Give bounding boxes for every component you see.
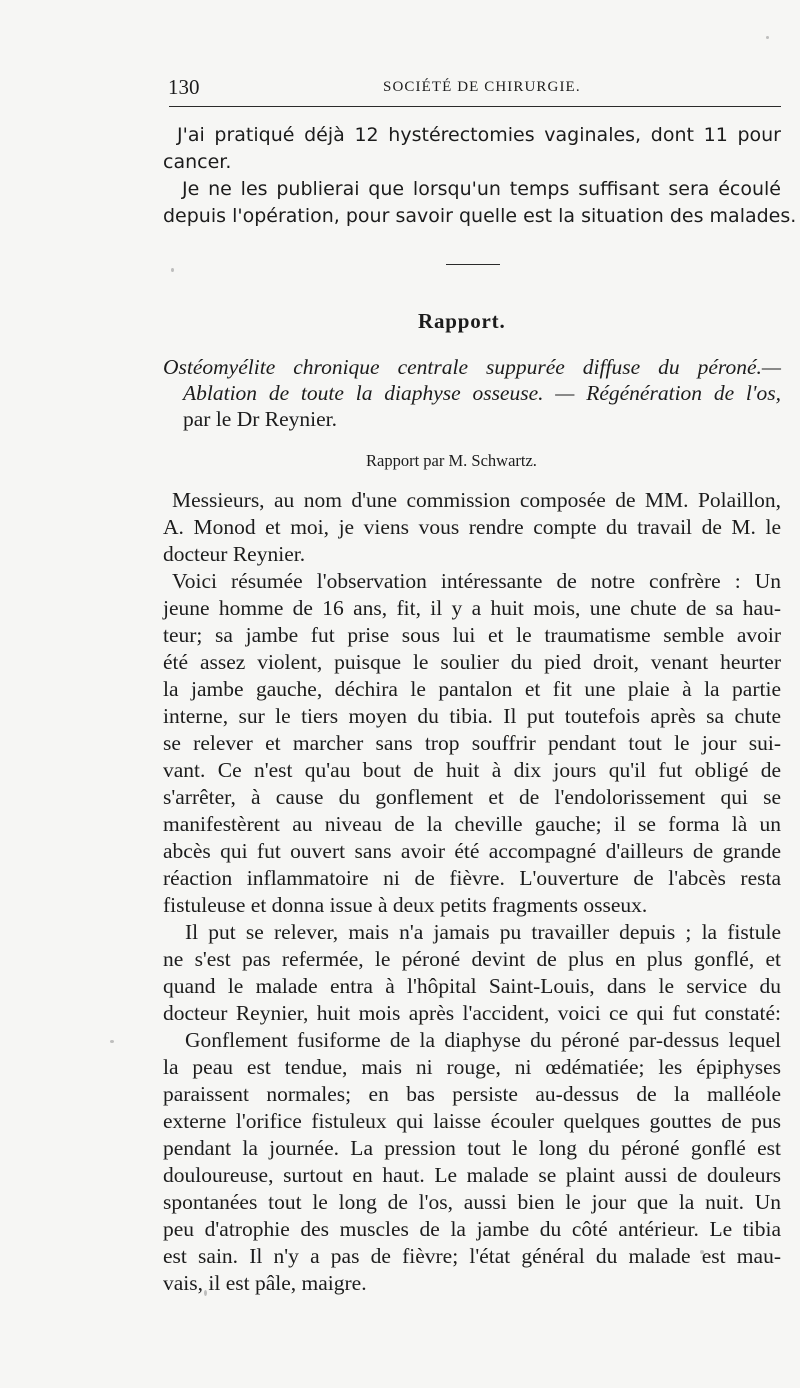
section-divider [446, 264, 500, 265]
scan-speck [110, 1040, 114, 1043]
section-title: Rapport. [418, 309, 506, 333]
scan-speck [766, 36, 769, 39]
scan-speck [171, 268, 174, 272]
book-page: 130 SOCIÉTÉ DE CHIRURGIE. J'ai pratiqué déjà 12 hystérectomies vaginales, dont 11 pour cancer. Je ne les publierai que lorsqu'un temps suffisant sera écoulé depuis l'opération, pour savoir quelle est la situation des malades. Rapport. Ostéomyélite chronique centrale suppurée diffuse du péroné.— Ablation de toute la diaphyse osseuse. — Régénération de l'os, par le Dr Reynier. Rapport par M. Schwartz. Messieurs, au nom d'une commission composée de MM. Polaillon, A. Monod et moi, je viens vous rendre compte du travail de M. le docteur Reynier. Voici résumée l'observation intéressante de notre confrère : Un jeune homme de 16 ans, fit, il y a huit mois, une chute de sa hau- teur; sa jambe fut prise sous lui et le traumatisme semble avoir été assez violent, puisque le soulier du pied droit, venant heurter la jambe gauche, déchira le pantalon et fit une plaie à la partie interne, sur le tiers moyen du tibia. Il put toutefois après sa chute se relever et marcher sans trop souffrir pendant tout le jour sui- vant. Ce n'est qu'au bout de huit à dix jours qu'il fut obligé de s'arrêter, à cause du gonflement et de l'endolorissement qui se manifestèrent au niveau de la cheville gauche; il se forma là un abcès qui fut ouvert sans avoir été accompagné d'ailleurs de grande réaction inflammatoire ni de fièvre. L'ouverture de l'abcès resta fistuleuse et donna issue à deux petits fragments osseux. Il put se relever, mais n'a jamais pu travailler depuis ; la fistule ne s'est pas refermée, le péroné devint de plus en plus gonflé, et quand le malade entra à l'hôpital Saint-Louis, dans le service du docteur Reynier, huit mois après l'accident, voici ce qui fut constaté: Gonflement fusiforme de la diaphyse du péroné par-dessus lequel la peau est tendue, mais ni rouge, ni œdématiée; les épiphyses paraissent normales; en bas persiste au-dessus de la malléole externe l'orifice fistuleux qui laisse écouler quelques gouttes de pus pendant la journée. La pression tout le long du péroné gonflé est douloureuse, surtout en haut. Le malade se plaint aussi de douleurs spontanées tout le long de l'os, aussi bien le jour que la nuit. Un peu d'atrophie des muscles de la jambe du côté antérieur. Le tibia est sain. Il n'y a pas de fièvre; l'état général du malade est mau- vais, il est pâle, maigre. [0, 0, 800, 1388]
running-head: SOCIÉTÉ DE CHIRURGIE. [383, 79, 581, 95]
scan-speck [700, 1250, 704, 1254]
scan-speck [204, 1290, 207, 1296]
page-header [163, 74, 780, 100]
header-rule [169, 106, 781, 107]
page-number: 130 [168, 75, 200, 99]
reporter-line: Rapport par M. Schwartz. [366, 451, 537, 470]
